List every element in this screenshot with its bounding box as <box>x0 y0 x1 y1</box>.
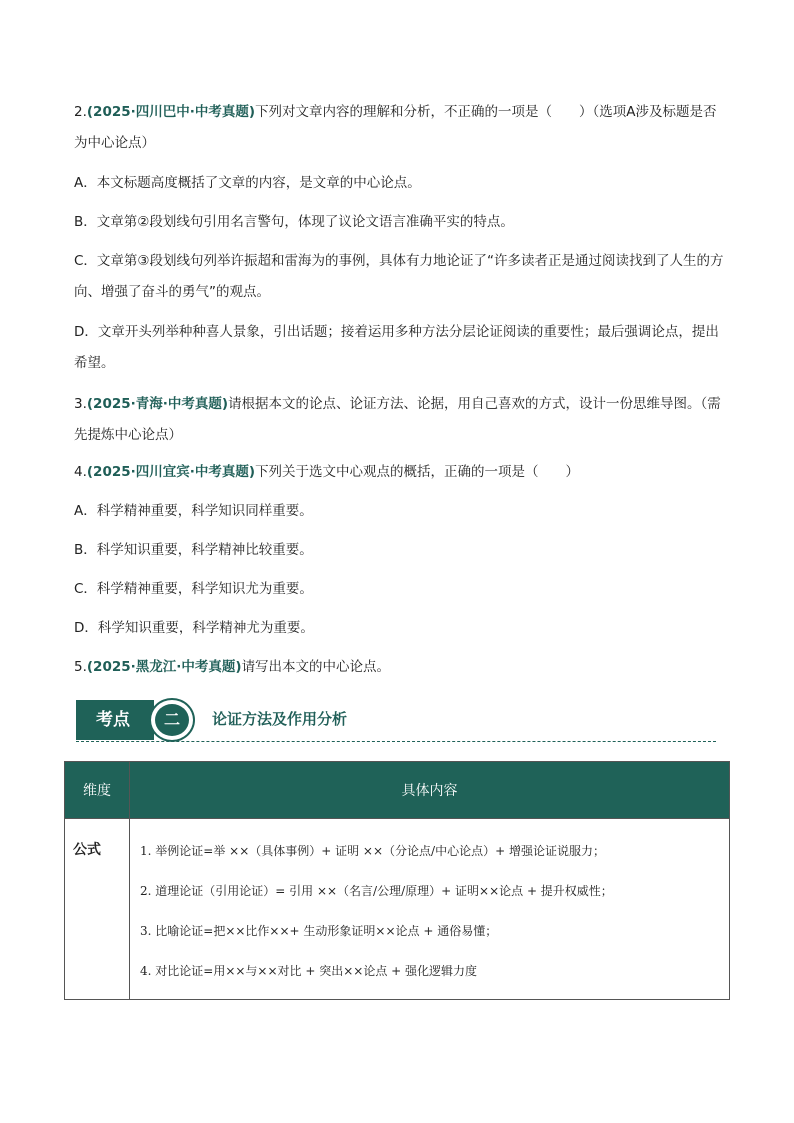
question-text: 请根据本文的论点、论证方法、论据，用自己喜欢的方式，设计一份思维导图。（需先提炼中心论点） <box>74 396 721 443</box>
option-2d: D．文章开头列举种种喜人景象，引出话题；接着运用多种方法分层论证阅读的重要性；最后强调论点，提出希望。 <box>74 324 719 371</box>
question-text: 下列对文章内容的理解和分析，不正确的一项是（ ）（选项A涉及标题是否为中心论点） <box>74 104 717 151</box>
table-header-row <box>65 762 730 819</box>
section-label: 考点 <box>76 700 154 740</box>
section-number-badge <box>149 698 195 742</box>
question-text: 下列关于选文中心观点的概括，正确的一项是（ ） <box>255 464 580 480</box>
option-4a: A．科学精神重要，科学知识同样重要。 <box>74 503 313 519</box>
source-tag: (2025·四川宜宾·中考真题) <box>86 464 256 480</box>
row-label: 公式 <box>65 819 130 1000</box>
table-header-content: 具体内容 <box>130 762 730 819</box>
option-4d: D．科学知识重要，科学精神尤为重要。 <box>74 620 314 636</box>
table-row <box>65 819 730 1000</box>
question-2 <box>74 97 724 159</box>
section-number: 二 <box>155 704 189 736</box>
table-header-dimension: 维度 <box>65 762 130 819</box>
section-title: 论证方法及作用分析 <box>212 710 348 728</box>
question-5 <box>74 652 724 683</box>
question-number: 5. <box>74 659 87 675</box>
section-divider <box>76 741 716 742</box>
formula-list <box>130 819 730 1000</box>
option-4c: C．科学精神重要，科学知识尤为重要。 <box>74 581 313 597</box>
question-text: 请写出本文的中心论点。 <box>241 659 391 675</box>
question-3 <box>74 389 724 451</box>
section-header <box>76 700 716 744</box>
question-number: 4. <box>74 464 87 480</box>
question-4 <box>74 457 724 488</box>
formula-line: 1. 举例论证=举 ××（具体事例）+ 证明 ××（分论点/中心论点）+ 增强论证说服力； <box>140 844 605 858</box>
question-number: 2. <box>74 104 87 120</box>
formula-line: 2. 道理论证（引用论证）= 引用 ××（名言/公理/原理）+ 证明××论点 + 提升权威性； <box>140 884 613 898</box>
option-2b: B．文章第②段划线句引用名言警句，体现了议论文语言准确平实的特点。 <box>74 214 514 230</box>
question-number: 3. <box>74 396 87 412</box>
source-tag: (2025·黑龙江·中考真题) <box>86 659 242 675</box>
option-2a: A．本文标题高度概括了文章的内容，是文章的中心论点。 <box>74 175 421 191</box>
formula-line: 3. 比喻论证=把××比作××+ 生动形象证明××论点 + 通俗易懂； <box>140 924 498 938</box>
method-table <box>64 761 730 1000</box>
option-4b: B．科学知识重要，科学精神比较重要。 <box>74 542 313 558</box>
source-tag: (2025·四川巴中·中考真题) <box>86 104 256 120</box>
formula-line: 4. 对比论证=用××与××对比 + 突出××论点 + 强化逻辑力度 <box>140 964 478 978</box>
option-2c: C．文章第③段划线句列举许振超和雷海为的事例，具体有力地论证了“许多读者正是通过阅读找到了人生的方向、增强了奋斗的勇气”的观点。 <box>74 253 724 300</box>
source-tag: (2025·青海·中考真题) <box>86 396 229 412</box>
